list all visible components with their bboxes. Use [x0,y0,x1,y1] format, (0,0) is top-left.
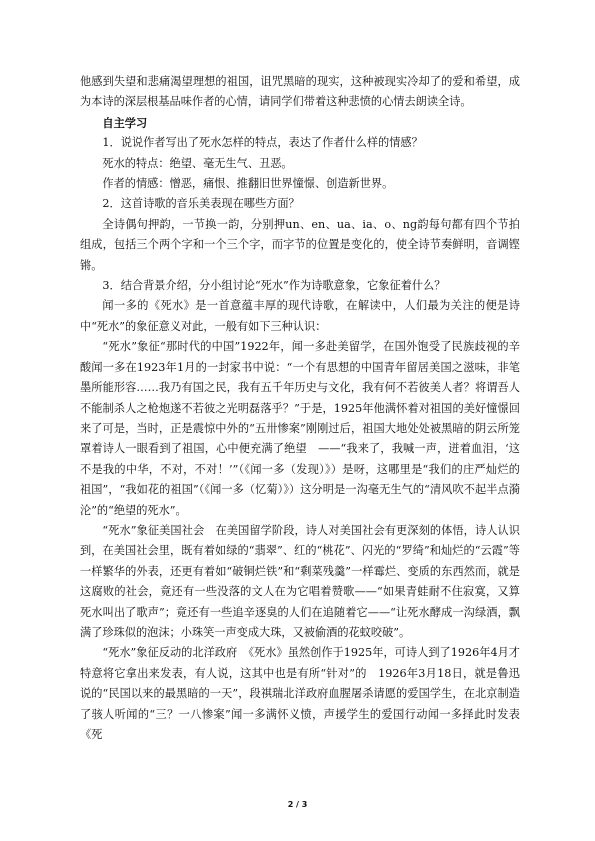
paragraph-symbol-government: “死水”象征反动的北洋政府 《死水》虽然创作于1925年，可诗人到了1926年4月才特意将它拿出来发表，有人说，这其中也是有所“针对”的 1926年3月18日，就是鲁迅说的“民国以来的最黑暗的一天”，段祺瑞北洋政府血腥屠杀请愿的爱国学生，在北京制造了骇人听闻的“三？一八惨案”闻一多满怀义愤，声援学生的爱国行动闻一多择此时发表《死 [80,646,520,741]
answer-1-feature: 死水的特点：绝望、毫无生气、丑恶。 [102,156,293,170]
paragraph-symbol-china: “死水”象征“那时代的中国”1922年，闻一多赴美留学，在国外饱受了民族歧视的辛酸闻一多在1923年1月的一封家书中说：“一个有思想的中国青年留居美国之滋味，非笔墨所能形容……我乃有国之民，我有五千年历史与文化，我有何不若彼美人者？将谓吾人不能制杀人之枪炮遂不若彼之光明磊落乎？”于是，1925年他满怀着对祖国的美好憧憬回来了可是，当时，正是震惊中外的“五卅惨案”刚刚过后，祖国大地处处被黑暗的阴云所笼罩着诗人一眼看到了祖国，心中便充满了绝望 ——“我来了，我喊一声，迸着血泪，‘这不是我的中华，不对，不对！’”（《闻一多（发现）》）是呀，这哪里是“我们的庄严灿烂的祖国”，“我如花的祖国”（《闻一多（忆菊）》）这分明是一沟毫无生气的“清风吹不起半点漪沦”的“绝望的死水”。 [80,340,520,517]
paragraph-overview: 闻一多的《死水》是一首意蕴丰厚的现代诗歌，在解读中，人们最为关注的便是诗中“死水”的象征意义对此，一般有如下三种认识： [80,299,520,333]
answer-2: 全诗偶句押韵，一节换一韵，分别押un、en、ua、ia、o、ng韵每句都有四个节拍组成，包括三个两个字和一个三个字，而字节的位置是变化的，使全诗节奏鲜明，音调铿锵。 [80,217,520,272]
paragraph-symbol-america: “死水”象征美国社会 在美国留学阶段，诗人对美国社会有更深刻的体悟，诗人认识到，在美国社会里，既有着如绿的“翡翠”、红的“桃花”、闪光的“罗绮”和灿烂的“云霞”等一样繁华的外表，还更有着如“破铜烂铁”和“剩菜残羹”一样霉烂、变质的东西然而，就是这腐败的社会，竟还有一些没落的文人在为它唱着赞歌——“如果青蛙耐不住寂寞，又算死水叫出了歌声”；竟还有一些追辛逐臭的人们在追随着它——“让死水酵成一沟绿酒，飘满了珍珠似的泡沫；小珠笑一声变成大珠，又被偷酒的花蚊咬破”。 [80,523,520,639]
page-number: 2 / 3 [287,800,308,809]
section-heading-self-study: 自主学习 [102,115,148,130]
question-2: 2．这首诗歌的音乐美表现在哪些方面？ [102,197,300,211]
paragraph-intro: 他感到失望和悲痛渴望理想的祖国，诅咒黑暗的现实，这种被现实冷却了的爱和希望，成为本诗的深层根基品味作者的心情，请同学们带着这种悲愤的心情去朗读全诗。 [80,75,520,109]
question-1: 1．说说作者写出了死水怎样的特点，表达了作者什么样的情感？ [102,136,423,150]
answer-1-emotion: 作者的情感：憎恶，痛恨、推翻旧世界憧憬、创造新世界。 [102,177,394,191]
document-page [80,72,520,745]
question-3: 3．结合背景介绍，分小组讨论“死水”作为诗歌意象，它象征着什么？ [102,279,446,293]
